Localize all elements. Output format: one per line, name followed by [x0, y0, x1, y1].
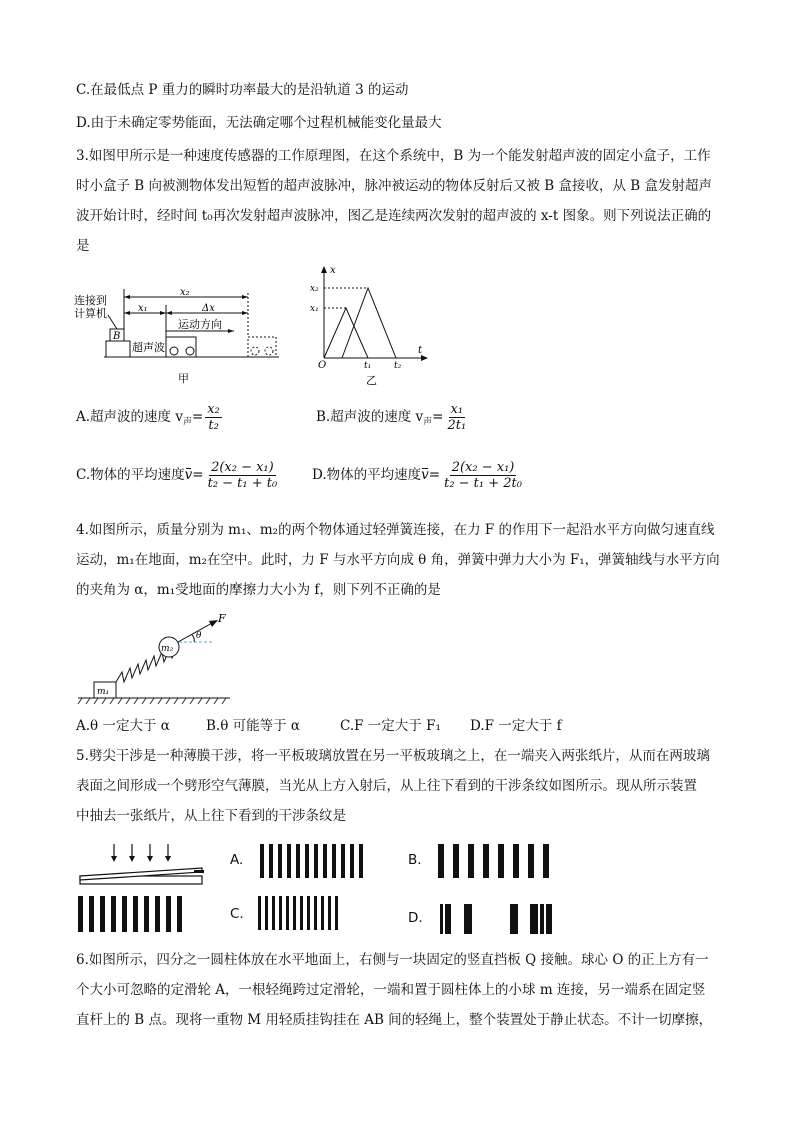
question-3-stem: 波开始计时，经时间 t₀再次发射超声波脉冲，图乙是连续两次发射的超声波的 x-t 图象。则下列说法正确的	[76, 208, 712, 224]
q3-option-a: A.超声波的速度 $v_声=$ $\frac{\text{x₂}}{\text{t₂}}$	[76, 402, 220, 433]
m2-label: m₂	[161, 644, 174, 654]
q5-option-b-label: B.	[408, 852, 422, 868]
m1-label: m₁	[97, 687, 110, 697]
question-6-stem: 直杆上的 B 点。现将一重物 M 用轻质挂钩挂在 AB 间的轻绳上，整个装置处于静止状态。不计一切摩擦，	[76, 1012, 713, 1028]
origin-label: O	[318, 360, 327, 371]
question-4-stem: 的夹角为 α，m₁受地面的摩擦力大小为 f，则下列不正确的是	[76, 582, 441, 598]
x2-label: x₂	[180, 287, 190, 298]
direction-label: 运动方向	[178, 318, 222, 331]
dx-label: Δx	[202, 303, 215, 314]
figure-caption-jia: 甲	[178, 372, 189, 385]
fringe-option-d	[436, 900, 560, 936]
figure-yi	[306, 262, 436, 386]
q3-option-b: B.超声波的速度 $v_声=$ $\frac{\text{x₁}}{\text{2t₁}}$	[316, 402, 467, 433]
fringe-original	[76, 892, 186, 936]
theta-label: θ	[196, 631, 202, 641]
question-5-stem: 5.劈尖干涉是一种薄膜干涉，将一平板玻璃放置在另一平板玻璃之上，在一端夹入两张纸片，从而在两玻璃	[76, 748, 710, 764]
axis-t-label: t	[418, 345, 423, 356]
fringe-option-c	[256, 892, 346, 934]
q5-option-a-label: A.	[230, 852, 244, 868]
figure-jia	[74, 285, 284, 385]
fringe-option-a	[258, 840, 368, 882]
question-3-stem: 3.如图甲所示是一种速度传感器的工作原理图，在这个系统中，B 为一个能发射超声波的固定小盒子，工作	[76, 148, 711, 164]
force-label: F	[218, 612, 226, 625]
question-5-stem: 中抽去一张纸片，从上往下看到的干涉条纹是	[76, 808, 346, 824]
q5-option-d-label: D.	[408, 910, 423, 926]
q4-option-d: D.F 一定大于 f	[470, 718, 562, 734]
t1-tick: t₁	[364, 361, 372, 371]
text-line: C.在最低点 P 重力的瞬时功率最大的是沿轨道 3 的运动	[76, 82, 409, 98]
text-line: D.由于未确定零势能面，无法确定哪个过程机械能变化量最大	[76, 115, 442, 131]
question-3-stem: 是	[76, 238, 90, 254]
question-4-stem: 运动，m₁在地面，m₂在空中。此时，力 F 与水平方向成 θ 角，弹簧中弹力大小为 F₁，弹簧轴线与水平方向	[76, 552, 720, 568]
question-3-stem: 时小盒子 B 向被测物体发出短暂的超声波脉冲，脉冲被运动的物体反射后又被 B 盒接收，从 B 盒发射超声	[76, 178, 713, 194]
x2-tick: x₂	[310, 284, 319, 294]
figure-caption-yi: 乙	[366, 374, 377, 386]
q5-option-c-label: C.	[230, 906, 244, 922]
q4-option-b: B.θ 可能等于 α	[206, 718, 301, 734]
q4-option-c: C.F 一定大于 F₁	[340, 718, 441, 734]
connect-label: 连接到	[74, 294, 107, 307]
axis-x-label: x	[330, 265, 336, 276]
question-5-stem: 表面之间形成一个劈形空气薄膜，当光从上方入射后，从上往下看到的干涉条纹如图所示。现从所示装置	[76, 778, 697, 794]
q3-option-d: D.物体的平均速度v= $\frac{\text{2(x₂ − x₁)}}{\text{t₂ − t₁ + 2t₀}}$	[312, 460, 522, 491]
q3-option-c: C.物体的平均速度v= $\frac{\text{2(x₂ − x₁)}}{\text{t₂ − t₁ + t₀}}$	[76, 460, 278, 491]
wave-label: 超声波	[132, 341, 165, 354]
connect-label: 计算机	[74, 307, 107, 320]
figure-q4	[74, 610, 234, 706]
fringe-option-b	[436, 840, 556, 882]
question-6-stem: 6.如图所示，四分之一圆柱体放在水平地面上，右侧与一块固定的竖直挡板 Q 接触。球心 O 的正上方有一	[76, 952, 709, 968]
x1-tick: x₁	[310, 304, 319, 314]
question-4-stem: 4.如图所示，质量分别为 m₁、m₂的两个物体通过轻弹簧连接，在力 F 的作用下一起沿水平方向做匀速直线	[76, 522, 715, 538]
t2-tick: t₂	[394, 361, 402, 371]
x1-label: x₁	[138, 303, 148, 314]
figure-q5-wedge	[76, 840, 216, 890]
question-6-stem: 个大小可忽略的定滑轮 A，一根轻绳跨过定滑轮，一端和置于圆柱体上的小球 m 连接，另一端系在固定竖	[76, 982, 706, 998]
q4-option-a: A.θ 一定大于 α	[76, 718, 170, 734]
box-b-label: B	[113, 331, 121, 342]
